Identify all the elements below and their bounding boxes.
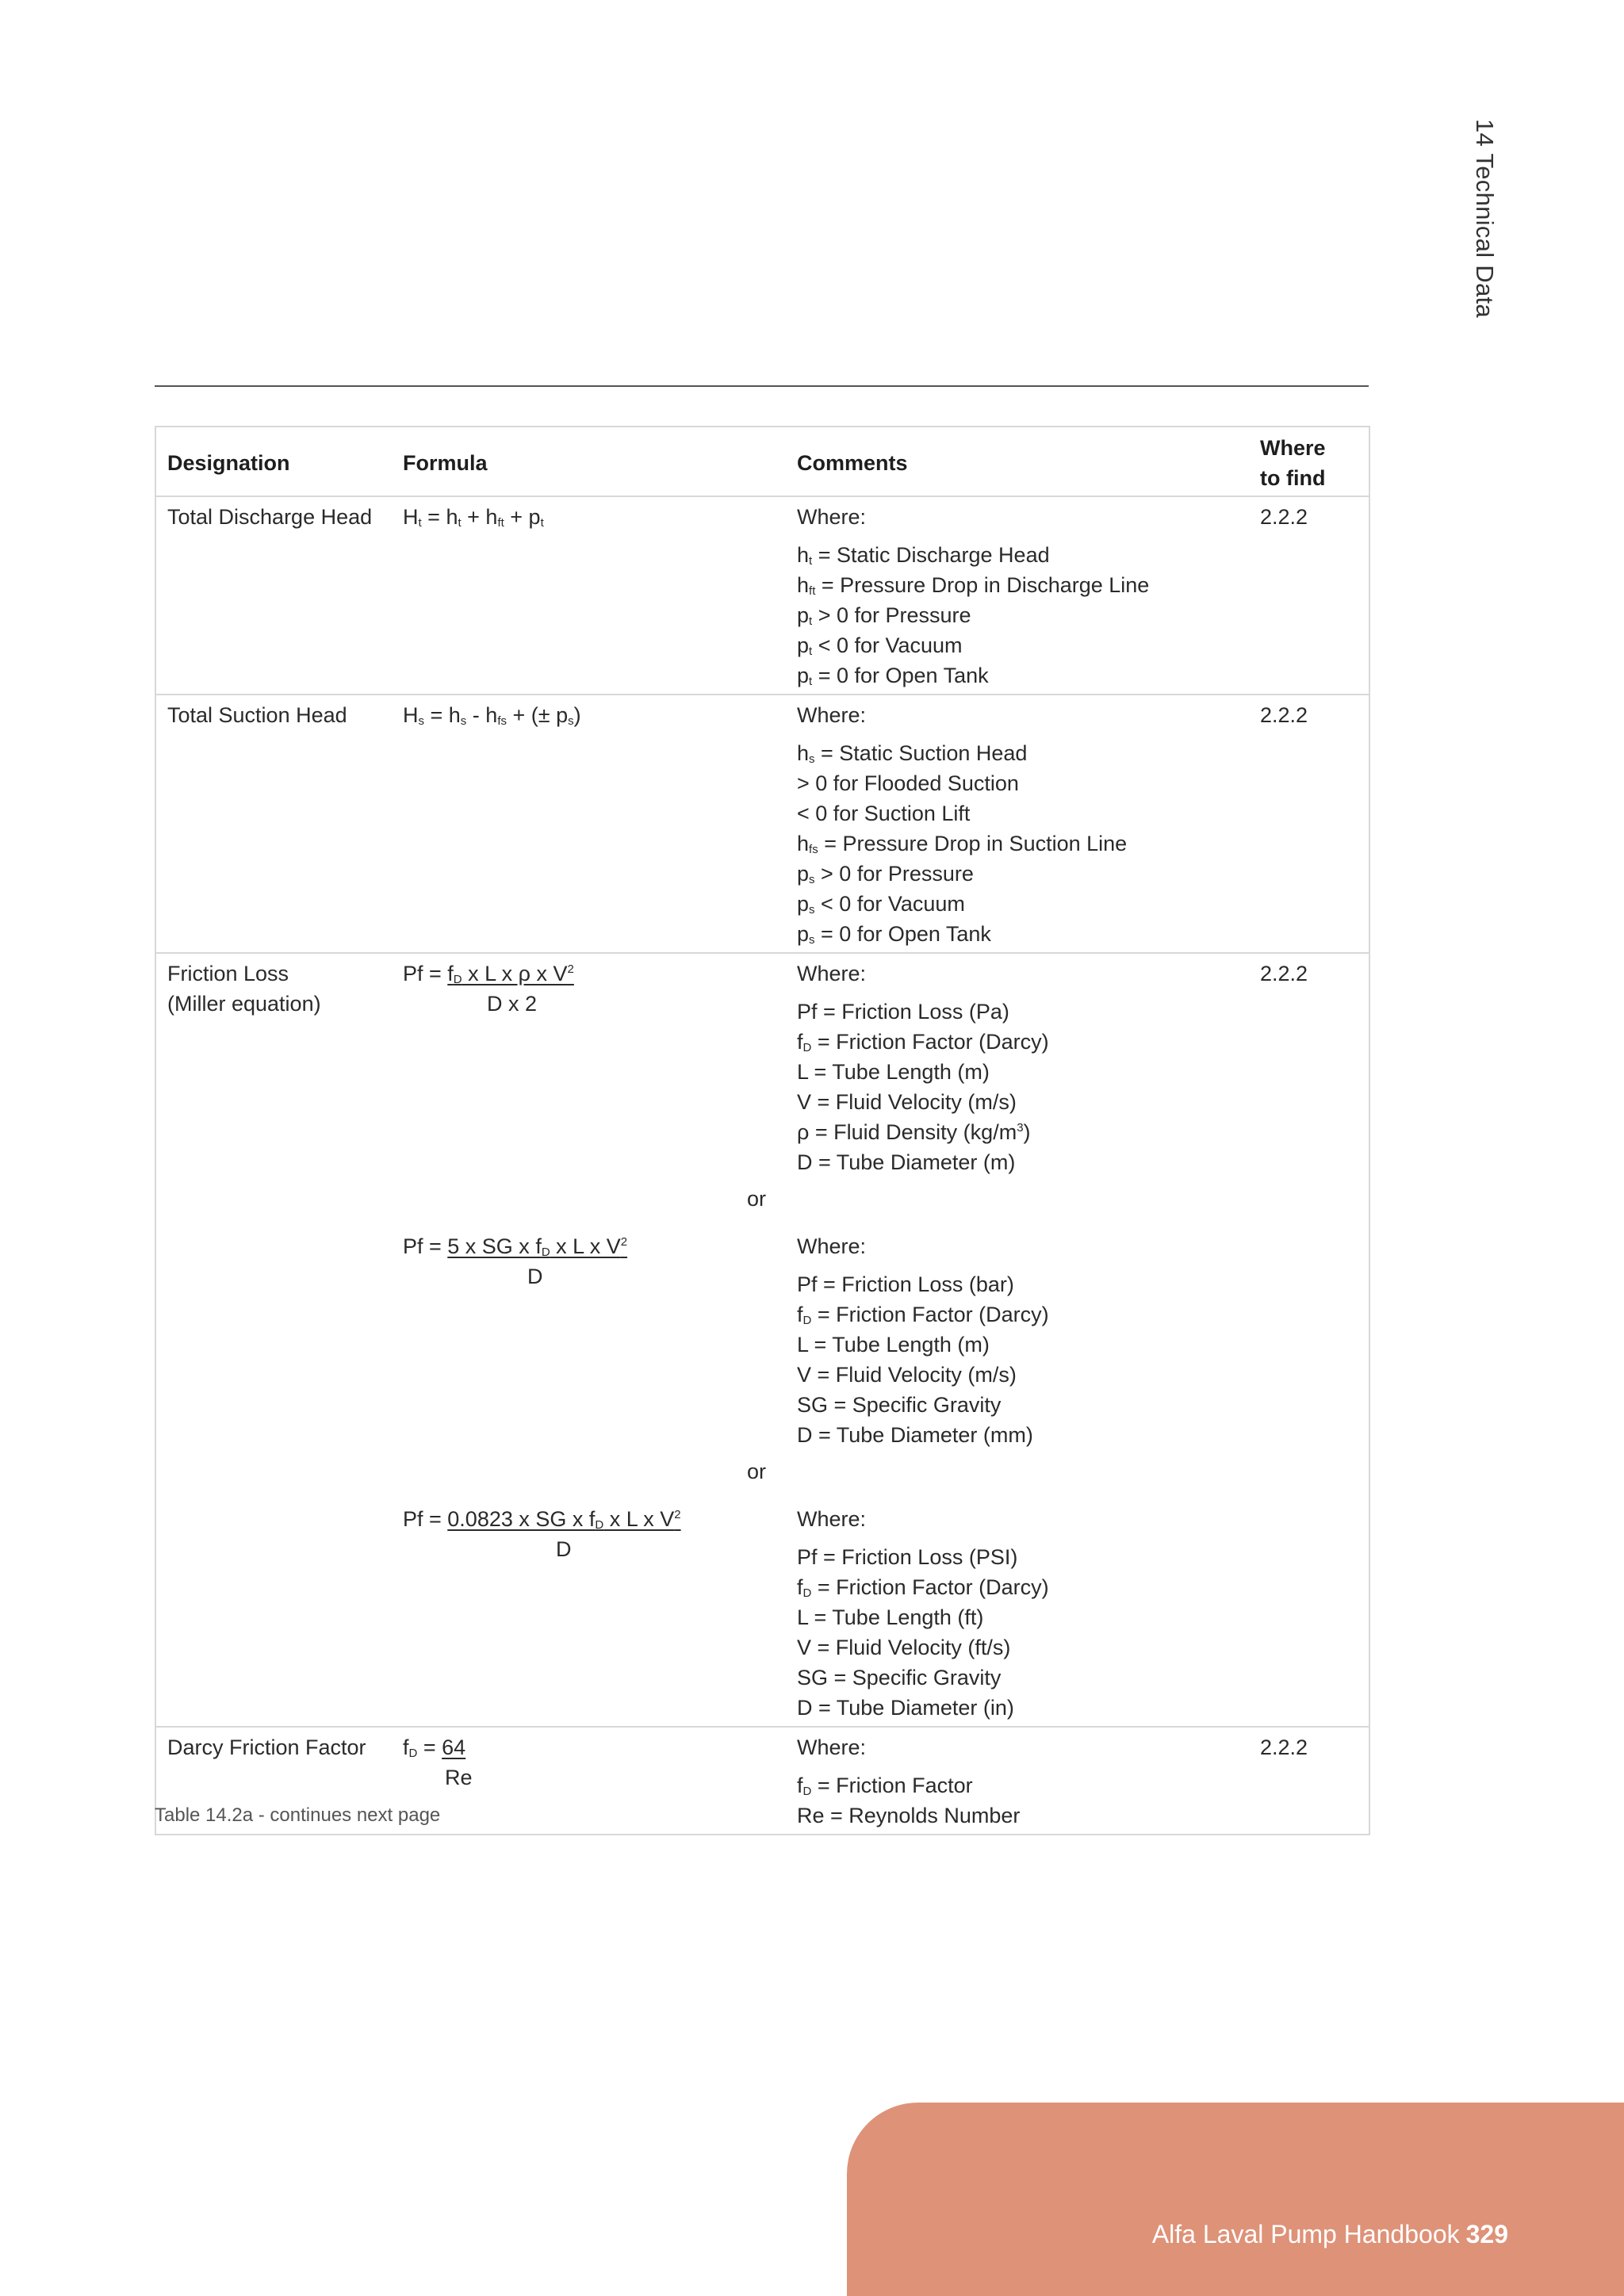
- friction-where-label-2: Where:: [797, 1234, 867, 1258]
- discharge-where-to-find: 2.2.2: [1260, 496, 1369, 695]
- friction-comments-psi: Where: Pf = Friction Loss (PSI) $f_D$ = Friction Factor (Darcy) L = Tube Length (ft) V = Fluid Velocity (ft/s) SG = Specific Gravity D = Tube Diameter (in): [797, 1499, 1260, 1727]
- friction-comments-pa: Where: Pf = Friction Loss (Pa) $f_D$ = Friction Factor (Darcy) L = Tube Length (m) V = Fluid Velocity (m/s) ρ = Fluid Density $(kg/m^3)$ D = Tube Diameter (m): [797, 953, 1260, 1181]
- suction-formula: $H_s = h_s - h_{fs}$ + (± $p_s$): [403, 695, 797, 953]
- table-row-suction-head: [155, 695, 1369, 953]
- table-row-friction-loss: [155, 953, 1369, 1181]
- friction-designation: [155, 953, 403, 1727]
- friction-designation-line1: Friction Loss: [167, 962, 289, 985]
- header-rule: [155, 385, 1369, 387]
- friction-where-to-find: 2.2.2: [1260, 953, 1369, 1727]
- friction-formula-bar-denominator: D: [527, 1265, 543, 1288]
- header-designation: Designation: [155, 427, 403, 496]
- header-where-line1: Where: [1260, 436, 1326, 460]
- darcy-comments: Where: $f_D$ = Friction Factor Re = Reynolds Number: [797, 1727, 1260, 1835]
- friction-designation-line2: (Miller equation): [167, 992, 321, 1016]
- suction-where-label: Where:: [797, 703, 867, 727]
- suction-designation: Total Suction Head: [155, 695, 403, 953]
- footer-title: Alfa Laval Pump Handbook: [1151, 2220, 1460, 2248]
- friction-formula-bar: Pf = 5 x SG x $f_D$ x L x $V^2$ D: [403, 1226, 797, 1453]
- table-header-row: [155, 427, 1369, 496]
- formula-table: [155, 426, 1370, 1835]
- discharge-comments: Where: $h_t$ = Static Discharge Head $h_{ft}$ = Pressure Drop in Discharge Line $p_t > 0$ for Pressure $p_t < 0$ for Vacuum $p_t = 0$ for Open Tank: [797, 496, 1260, 695]
- friction-formula-pa: $Pf = f_D$ x L x ρ x $V^2$ D x 2: [403, 953, 797, 1181]
- chapter-side-title: 14 Technical Data: [1471, 119, 1499, 318]
- friction-formula-psi: Pf = 0.0823 x SG x $f_D$ x L x $V^2$ D: [403, 1499, 797, 1727]
- darcy-where-label: Where:: [797, 1735, 867, 1759]
- page-number: 329: [1465, 2220, 1508, 2248]
- darcy-where-to-find: 2.2.2: [1260, 1727, 1369, 1835]
- friction-where-label-3: Where:: [797, 1507, 867, 1531]
- table-row-discharge-head: [155, 496, 1369, 695]
- discharge-formula: $H_t = h_t + h_{ft} + p_t$: [403, 496, 797, 695]
- darcy-designation: Darcy Friction Factor: [155, 1727, 403, 1835]
- darcy-formula-denominator: Re: [445, 1766, 473, 1789]
- header-where-line2: to find: [1260, 466, 1326, 490]
- discharge-designation: Total Discharge Head: [155, 496, 403, 695]
- header-where-to-find: [1260, 427, 1369, 496]
- discharge-where-label: Where:: [797, 505, 867, 529]
- darcy-formula: $f_D = 64$ Re: [403, 1727, 797, 1835]
- darcy-formula-numerator: 64: [442, 1735, 466, 1759]
- or-label-1: or: [747, 1187, 767, 1211]
- table-caption: Table 14.2a - continues next page: [155, 1804, 441, 1826]
- or-label-2: or: [747, 1460, 767, 1483]
- suction-comments: Where: $h_s$ = Static Suction Head > 0 for Flooded Suction < 0 for Suction Lift $h_{fs}$ = Pressure Drop in Suction Line $p_s > 0$ for Pressure $p_s < 0$ for Vacuum $p_s = 0$ for Open Tank: [797, 695, 1260, 953]
- friction-comments-bar: Where: Pf = Friction Loss (bar) $f_D$ = Friction Factor (Darcy) L = Tube Length (m) V = Fluid Velocity (m/s) SG = Specific Gravity D = Tube Diameter (mm): [797, 1226, 1260, 1453]
- footer-band: [847, 2103, 1624, 2296]
- header-comments: Comments: [797, 427, 1260, 496]
- suction-where-to-find: 2.2.2: [1260, 695, 1369, 953]
- friction-formula-pa-denominator: D x 2: [487, 992, 538, 1016]
- friction-formula-psi-denominator: D: [556, 1537, 572, 1561]
- header-formula: Formula: [403, 427, 797, 496]
- footer: [1152, 2220, 1508, 2249]
- friction-where-label-1: Where:: [797, 962, 867, 985]
